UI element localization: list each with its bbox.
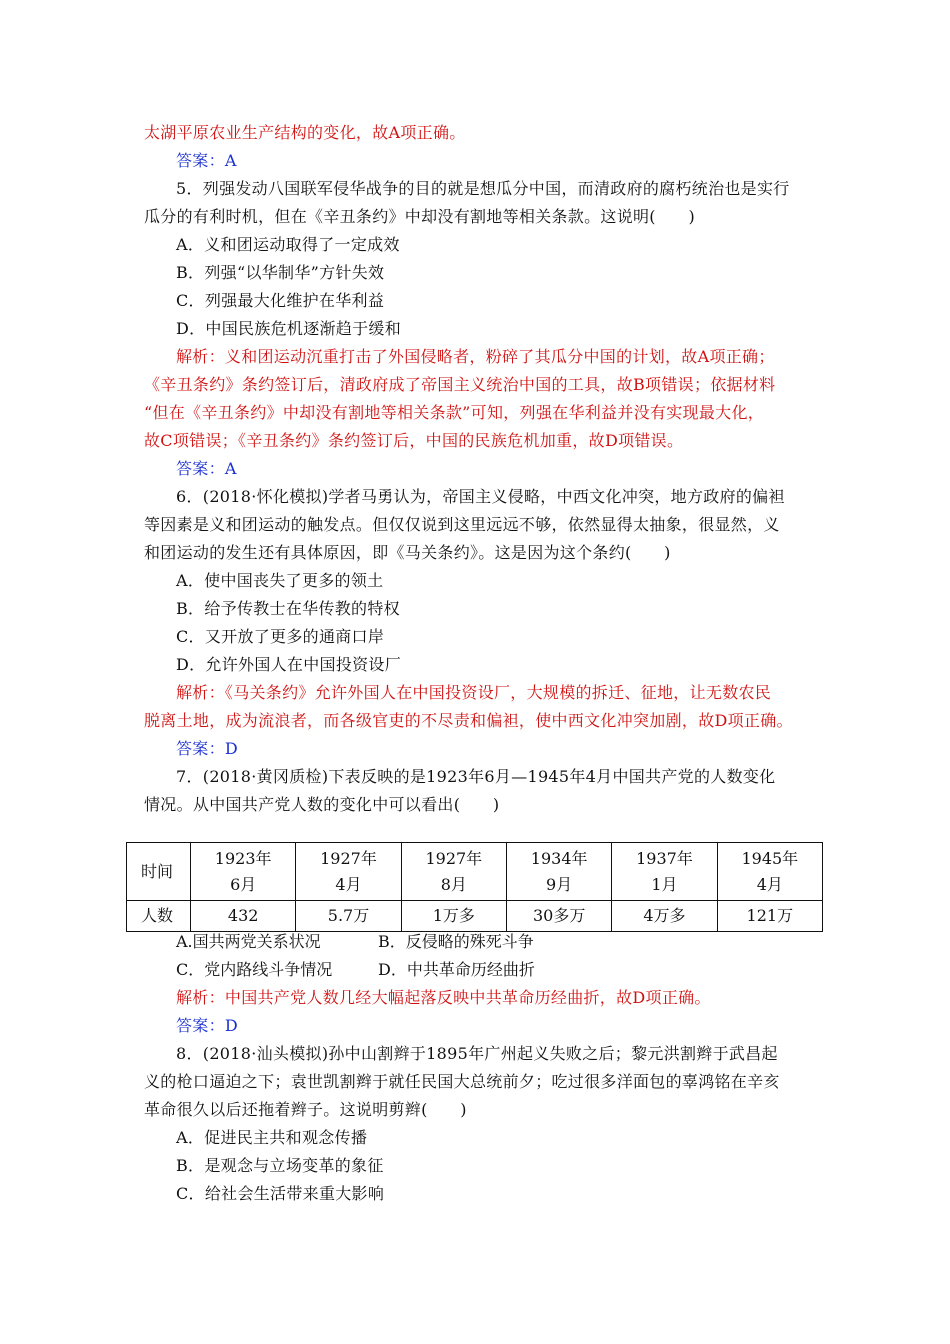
q5-stem-line-1: 5．列强发动八国联军侵华战争的目的就是想瓜分中国，而清政府的腐朽统治也是实行 [176,179,790,198]
q6-analysis-line-1: 解析：《马关条约》允许外国人在中国投资设厂，大规模的拆迁、征地，让无数农民 [176,683,772,702]
table-cell-count: 1万多 [401,901,506,932]
q5-option-c: C．列强最大化维护在华利益 [176,291,385,310]
table-cell-count: 432 [191,901,296,932]
q6-answer: 答案：D [176,739,239,758]
q5-answer: 答案：A [176,459,237,478]
table-cell-count: 5.7万 [296,901,401,932]
q5-analysis-line-3: “但在《辛丑条约》中却没有割地等相关条款”可知，列强在华利益并没有实现最大化， [144,403,765,422]
q6-stem-line-1: 6．(2018·怀化模拟)学者马勇认为，帝国主义侵略，中西文化冲突，地方政府的偏袒 [176,487,785,506]
q7-option-c: C．党内路线斗争情况 [176,960,333,979]
q8-stem-line-3: 革命很久以后还拖着辫子。这说明剪辫( ) [144,1100,467,1119]
table-cell-time: 1927年 4月 [296,843,401,901]
q5-analysis-line-1: 解析：义和团运动沉重打击了外国侵略者，粉碎了其瓜分中国的计划，故A项正确； [176,347,775,366]
q8-stem-line-2: 义的枪口逼迫之下；袁世凯割辫于就任民国大总统前夕；吃过很多洋面包的辜鸿铭在辛亥 [144,1072,780,1091]
q8-option-c: C．给社会生活带来重大影响 [176,1184,385,1203]
q5-analysis-line-4: 故C项错误；《辛丑条约》条约签订后，中国的民族危机加重，故D项错误。 [144,431,684,450]
table-cell-time: 1927年 8月 [401,843,506,901]
table-cell-count: 4万多 [612,901,717,932]
table-cell-count: 121万 [717,901,822,932]
q6-option-a: A．使中国丧失了更多的领土 [176,571,384,590]
q6-option-b: B．给予传教士在华传教的特权 [176,599,400,618]
table-header-time: 时间 [127,843,191,901]
q6-stem-line-3: 和团运动的发生还有具体原因，即《马关条约》。这是因为这个条约( ) [144,543,671,562]
q6-option-c: C．又开放了更多的通商口岸 [176,627,385,646]
q7-option-b: B．反侵略的殊死斗争 [378,932,534,951]
q7-stem-line-2: 情况。从中国共产党人数的变化中可以看出( ) [144,795,500,814]
table-header-count: 人数 [127,901,191,932]
q8-stem-line-1: 8．(2018·汕头模拟)孙中山割辫于1895年广州起义失败之后；黎元洪割辫于武昌起 [176,1044,778,1063]
prev-analysis-line: 太湖平原农业生产结构的变化，故A项正确。 [144,123,466,142]
q7-option-a: A.国共两党关系状况 [176,932,321,951]
q8-option-a: A．促进民主共和观念传播 [176,1128,368,1147]
table-cell-count: 30多万 [506,901,611,932]
q5-option-b: B．列强“以华制华”方针失效 [176,263,385,282]
table-cell-time: 1945年 4月 [717,843,822,901]
table-cell-time: 1937年 1月 [612,843,717,901]
table-cell-time: 1923年 6月 [191,843,296,901]
q7-option-d: D．中共革命历经曲折 [378,960,535,979]
q7-stem-line-1: 7．(2018·黄冈质检)下表反映的是1923年6月—1945年4月中国共产党的人数变化 [176,767,776,786]
q5-analysis-line-2: 《辛丑条约》条约签订后，清政府成了帝国主义统治中国的工具，故B项错误；依据材料 [144,375,776,394]
table-row-time [127,843,823,901]
q6-option-d: D．允许外国人在中国投资设厂 [176,655,402,674]
q6-stem-line-2: 等因素是义和团运动的触发点。但仅仅说到这里远远不够，依然显得太抽象，很显然，义 [144,515,780,534]
q7-answer: 答案：D [176,1016,239,1035]
table-row-count [127,901,823,932]
q5-stem-line-2: 瓜分的有利时机，但在《辛丑条约》中却没有割地等相关条款。这说明( ) [144,207,695,226]
q6-analysis-line-2: 脱离土地，成为流浪者，而各级官吏的不尽责和偏袒，使中西文化冲突加剧，故D项正确。 [144,711,793,730]
q5-option-a: A．义和团运动取得了一定成效 [176,235,400,254]
party-membership-table [126,842,823,932]
prev-answer: 答案：A [176,151,237,170]
q7-analysis: 解析：中国共产党人数几经大幅起落反映中共革命历经曲折，故D项正确。 [176,988,711,1007]
q8-option-b: B．是观念与立场变革的象征 [176,1156,384,1175]
table-cell-time: 1934年 9月 [506,843,611,901]
q5-option-d: D．中国民族危机逐渐趋于缓和 [176,319,402,338]
